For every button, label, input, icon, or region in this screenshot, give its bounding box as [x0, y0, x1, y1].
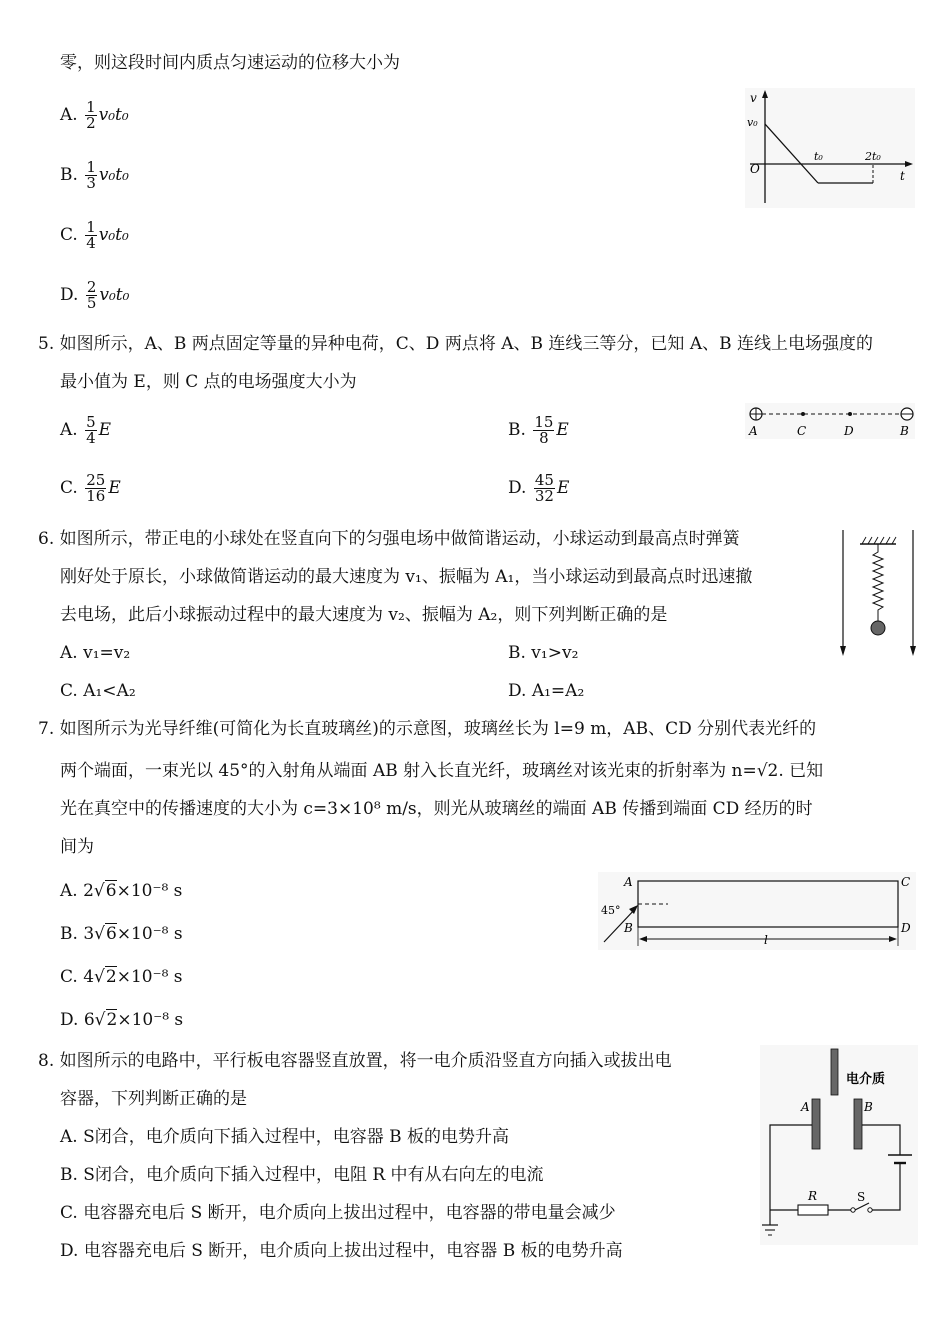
q7-label-c: C [901, 875, 911, 889]
q4-v-axis-label: v [750, 91, 757, 105]
dielectric-slab [831, 1049, 838, 1095]
q4-text: 零，则这段时间内质点匀速运动的位移大小为 [60, 53, 400, 73]
q8-label-b: B [864, 1100, 873, 1114]
q7-fiber-diagram [598, 872, 916, 950]
q7-option-b[interactable]: B. 3√6×10⁻⁸ s [60, 924, 183, 944]
q8-circuit-diagram [760, 1045, 918, 1245]
q4-origin-label: O [750, 162, 760, 176]
q4-2t0-label: 2t₀ [865, 150, 881, 163]
q4-option-c[interactable]: C. $\frac{1}{4}$ v₀t₀ [60, 218, 129, 252]
q7-stem-line2: 两个端面，一束光以 45°的入射角从端面 AB 射入长直光纤，玻璃丝对该光束的折射率为 n=√2. 已知 [60, 761, 824, 781]
q5-option-c[interactable]: C. $\frac{25}{16}$ E [60, 471, 121, 505]
q5-option-b[interactable]: B. $\frac{15}{8}$ E [508, 413, 569, 447]
q7-option-a[interactable]: A. 2√6×10⁻⁸ s [60, 881, 183, 901]
q8-stem-line2: 容器，下列判断正确的是 [60, 1089, 247, 1109]
q8-option-b[interactable]: B. S闭合，电介质向下插入过程中，电阻 R 中有从右向左的电流 [60, 1165, 544, 1185]
q6-option-a[interactable]: A. v₁=v₂ [60, 643, 131, 663]
q4-t0-label: t₀ [814, 150, 823, 163]
q8-stem-line1: 8. 如图所示的电路中，平行板电容器竖直放置，将一电介质沿竖直方向插入或拔出电 [38, 1051, 672, 1071]
resistor-r [798, 1205, 828, 1215]
q8-label-r: R [808, 1189, 818, 1203]
q7-length-label: l [764, 933, 768, 947]
q6-stem-line3: 去电场，此后小球振动过程中的最大速度为 v₂、振幅为 A₂，则下列判断正确的是 [60, 605, 668, 625]
ball-icon [871, 621, 885, 635]
q5-charge-diagram [745, 403, 915, 439]
q4-option-d[interactable]: D. $\frac{2}{5}$ v₀t₀ [60, 278, 130, 312]
q8-label-a: A [801, 1100, 810, 1114]
q5-stem-line1: 5. 如图所示，A、B 两点固定等量的异种电荷，C、D 两点将 A、B 连线三等分，已知 A、B 连线上电场强度的 [38, 334, 873, 354]
q7-label-b: B [624, 921, 633, 935]
capacitor-plate-b [854, 1099, 862, 1149]
q4-option-b[interactable]: B. $\frac{1}{3}$ v₀t₀ [60, 158, 129, 192]
q8-dielectric-label: 电介质 [846, 1072, 886, 1087]
q8-option-c[interactable]: C. 电容器充电后 S 断开，电介质向上拔出过程中，电容器的带电量会减少 [60, 1203, 616, 1223]
q5-label-a: A [749, 424, 758, 438]
q7-stem-line3: 光在真空中的传播速度的大小为 c=3×10⁸ m/s，则光从玻璃丝的端面 AB 传播到端面 CD 经历的时 [60, 799, 813, 819]
q5-label-d: D [844, 424, 854, 438]
q6-spring-diagram [838, 528, 918, 660]
q4-vt-graph [745, 88, 915, 208]
q5-label-b: B [900, 424, 909, 438]
q6-option-b[interactable]: B. v₁>v₂ [508, 643, 579, 663]
q6-stem-line1: 6. 如图所示，带正电的小球处在竖直向下的匀强电场中做简谐运动，小球运动到最高点时弹簧 [38, 529, 740, 549]
capacitor-plate-a [812, 1099, 820, 1149]
q5-stem-line2: 最小值为 E，则 C 点的电场强度大小为 [60, 372, 357, 392]
q6-option-c[interactable]: C. A₁<A₂ [60, 681, 136, 701]
q8-option-a[interactable]: A. S闭合，电介质向下插入过程中，电容器 B 板的电势升高 [60, 1127, 510, 1147]
q6-option-d[interactable]: D. A₁=A₂ [508, 681, 585, 701]
q7-stem-line4: 间为 [60, 837, 94, 857]
q5-option-d[interactable]: D. $\frac{45}{32}$ E [508, 471, 570, 505]
q5-label-c: C [797, 424, 807, 438]
q8-label-s: S [857, 1190, 866, 1204]
q4-option-a[interactable]: A. $\frac{1}{2}$ v₀t₀ [60, 98, 129, 132]
q7-label-d: D [901, 921, 911, 935]
q7-angle-label: 45° [601, 904, 621, 917]
q5-option-a[interactable]: A. $\frac{5}{4}$ E [60, 413, 112, 447]
q7-option-c[interactable]: C. 4√2×10⁻⁸ s [60, 967, 183, 987]
q7-label-a: A [624, 875, 633, 889]
q6-stem-line2: 刚好处于原长，小球做简谐运动的最大速度为 v₁、振幅为 A₁，当小球运动到最高点时迅速撤 [60, 567, 753, 587]
q7-option-d[interactable]: D. 6√2×10⁻⁸ s [60, 1010, 184, 1030]
q8-option-d[interactable]: D. 电容器充电后 S 断开，电介质向上拔出过程中，电容器 B 板的电势升高 [60, 1241, 623, 1261]
q4-t-axis-label: t [900, 169, 905, 183]
q7-stem-line1: 7. 如图所示为光导纤维(可简化为长直玻璃丝)的示意图，玻璃丝长为 l=9 m，AB、CD 分别代表光纤的 [38, 719, 817, 739]
q4-v0-label: v₀ [747, 116, 758, 129]
